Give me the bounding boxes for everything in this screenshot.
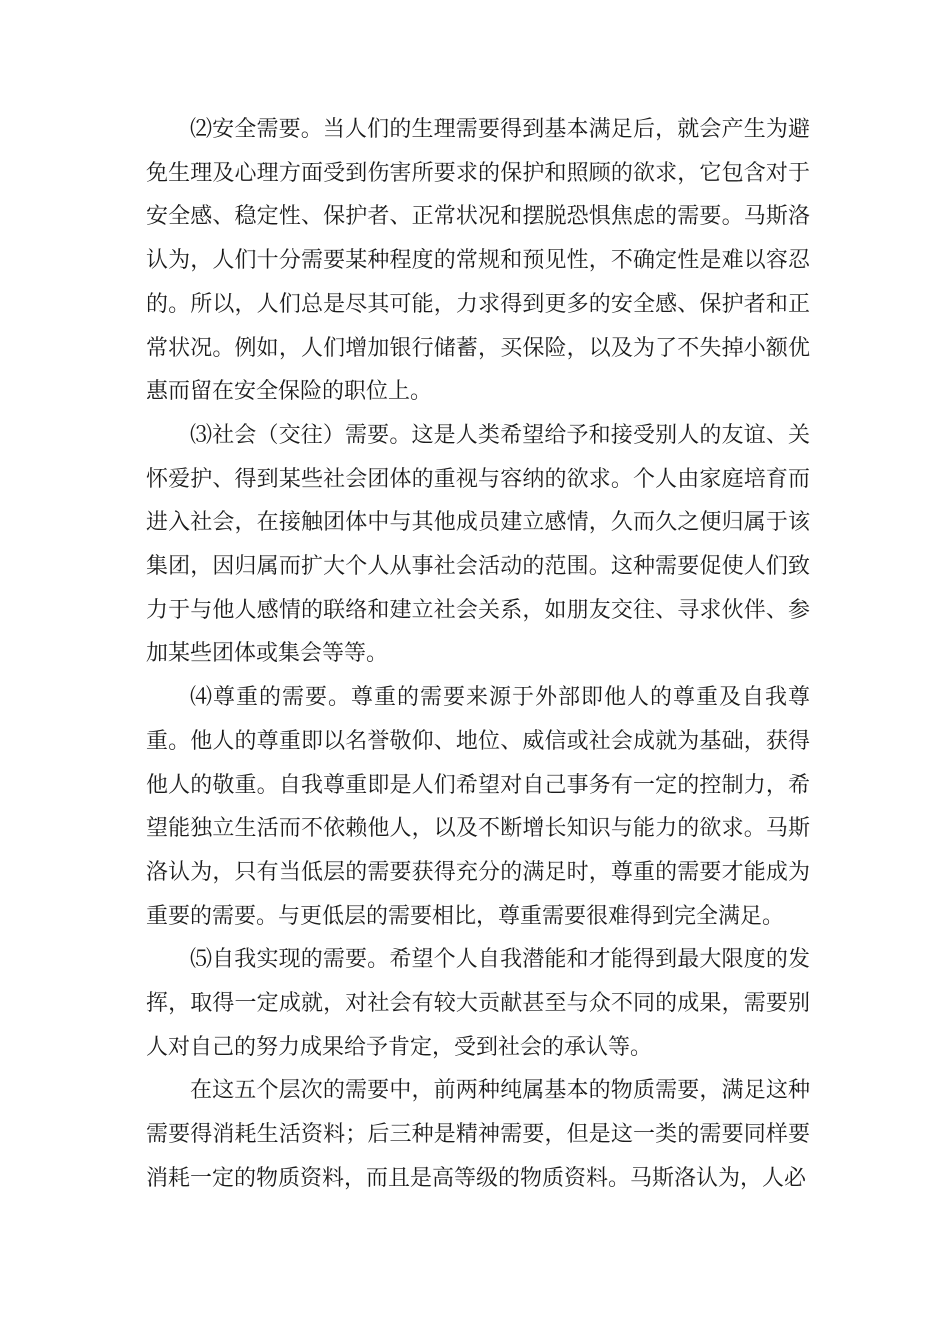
paragraph-esteem-needs: ⑷尊重的需要。尊重的需要来源于外部即他人的尊重及自我尊重。他人的尊重即以名誉敬仰、地位、威信或社会成就为基础，获得他人的敬重。自我尊重即是人们希望对自己事务有一定的控制力，希望能独立生活而不依赖他人，以及不断增长知识与能力的欲求。马斯洛认为，只有当低层的需要获得充分的满足时，尊重的需要才能成为重要的需要。与更低层的需要相比，尊重需要很难得到完全满足。 bbox=[146, 685, 810, 929]
paragraph-social-needs: ⑶社会（交往）需要。这是人类希望给予和接受别人的友谊、关怀爱护、得到某些社会团体的重视与容纳的欲求。个人由家庭培育而进入社会，在接触团体中与其他成员建立感情，久而久之便归属于该集团，因归属而扩大个人从事社会活动的范围。这种需要促使人们致力于与他人感情的联络和建立社会关系，如朋友交往、寻求伙伴、参加某些团体或集会等等。 bbox=[146, 422, 810, 667]
document-page bbox=[146, 108, 810, 1201]
paragraph-summary: 在这五个层次的需要中，前两种纯属基本的物质需要，满足这种需要得消耗生活资料；后三种是精神需要，但是这一类的需要同样要消耗一定的物质资料，而且是高等级的物质资料。马斯洛认为，人必 bbox=[146, 1078, 810, 1191]
paragraph-self-actualization-needs: ⑸自我实现的需要。希望个人自我潜能和才能得到最大限度的发挥，取得一定成就，对社会有较大贡献甚至与众不同的成果，需要别人对自己的努力成果给予肯定，受到社会的承认等。 bbox=[146, 947, 810, 1060]
paragraph-safety-needs: ⑵安全需要。当人们的生理需要得到基本满足后，就会产生为避免生理及心理方面受到伤害所要求的保护和照顾的欲求，它包含对于安全感、稳定性、保护者、正常状况和摆脱恐惧焦虑的需要。马斯洛认为，人们十分需要某种程度的常规和预见性，不确定性是难以容忍的。所以，人们总是尽其可能，力求得到更多的安全感、保护者和正常状况。例如，人们增加银行储蓄，买保险，以及为了不失掉小额优惠而留在安全保险的职位上。 bbox=[146, 117, 810, 405]
